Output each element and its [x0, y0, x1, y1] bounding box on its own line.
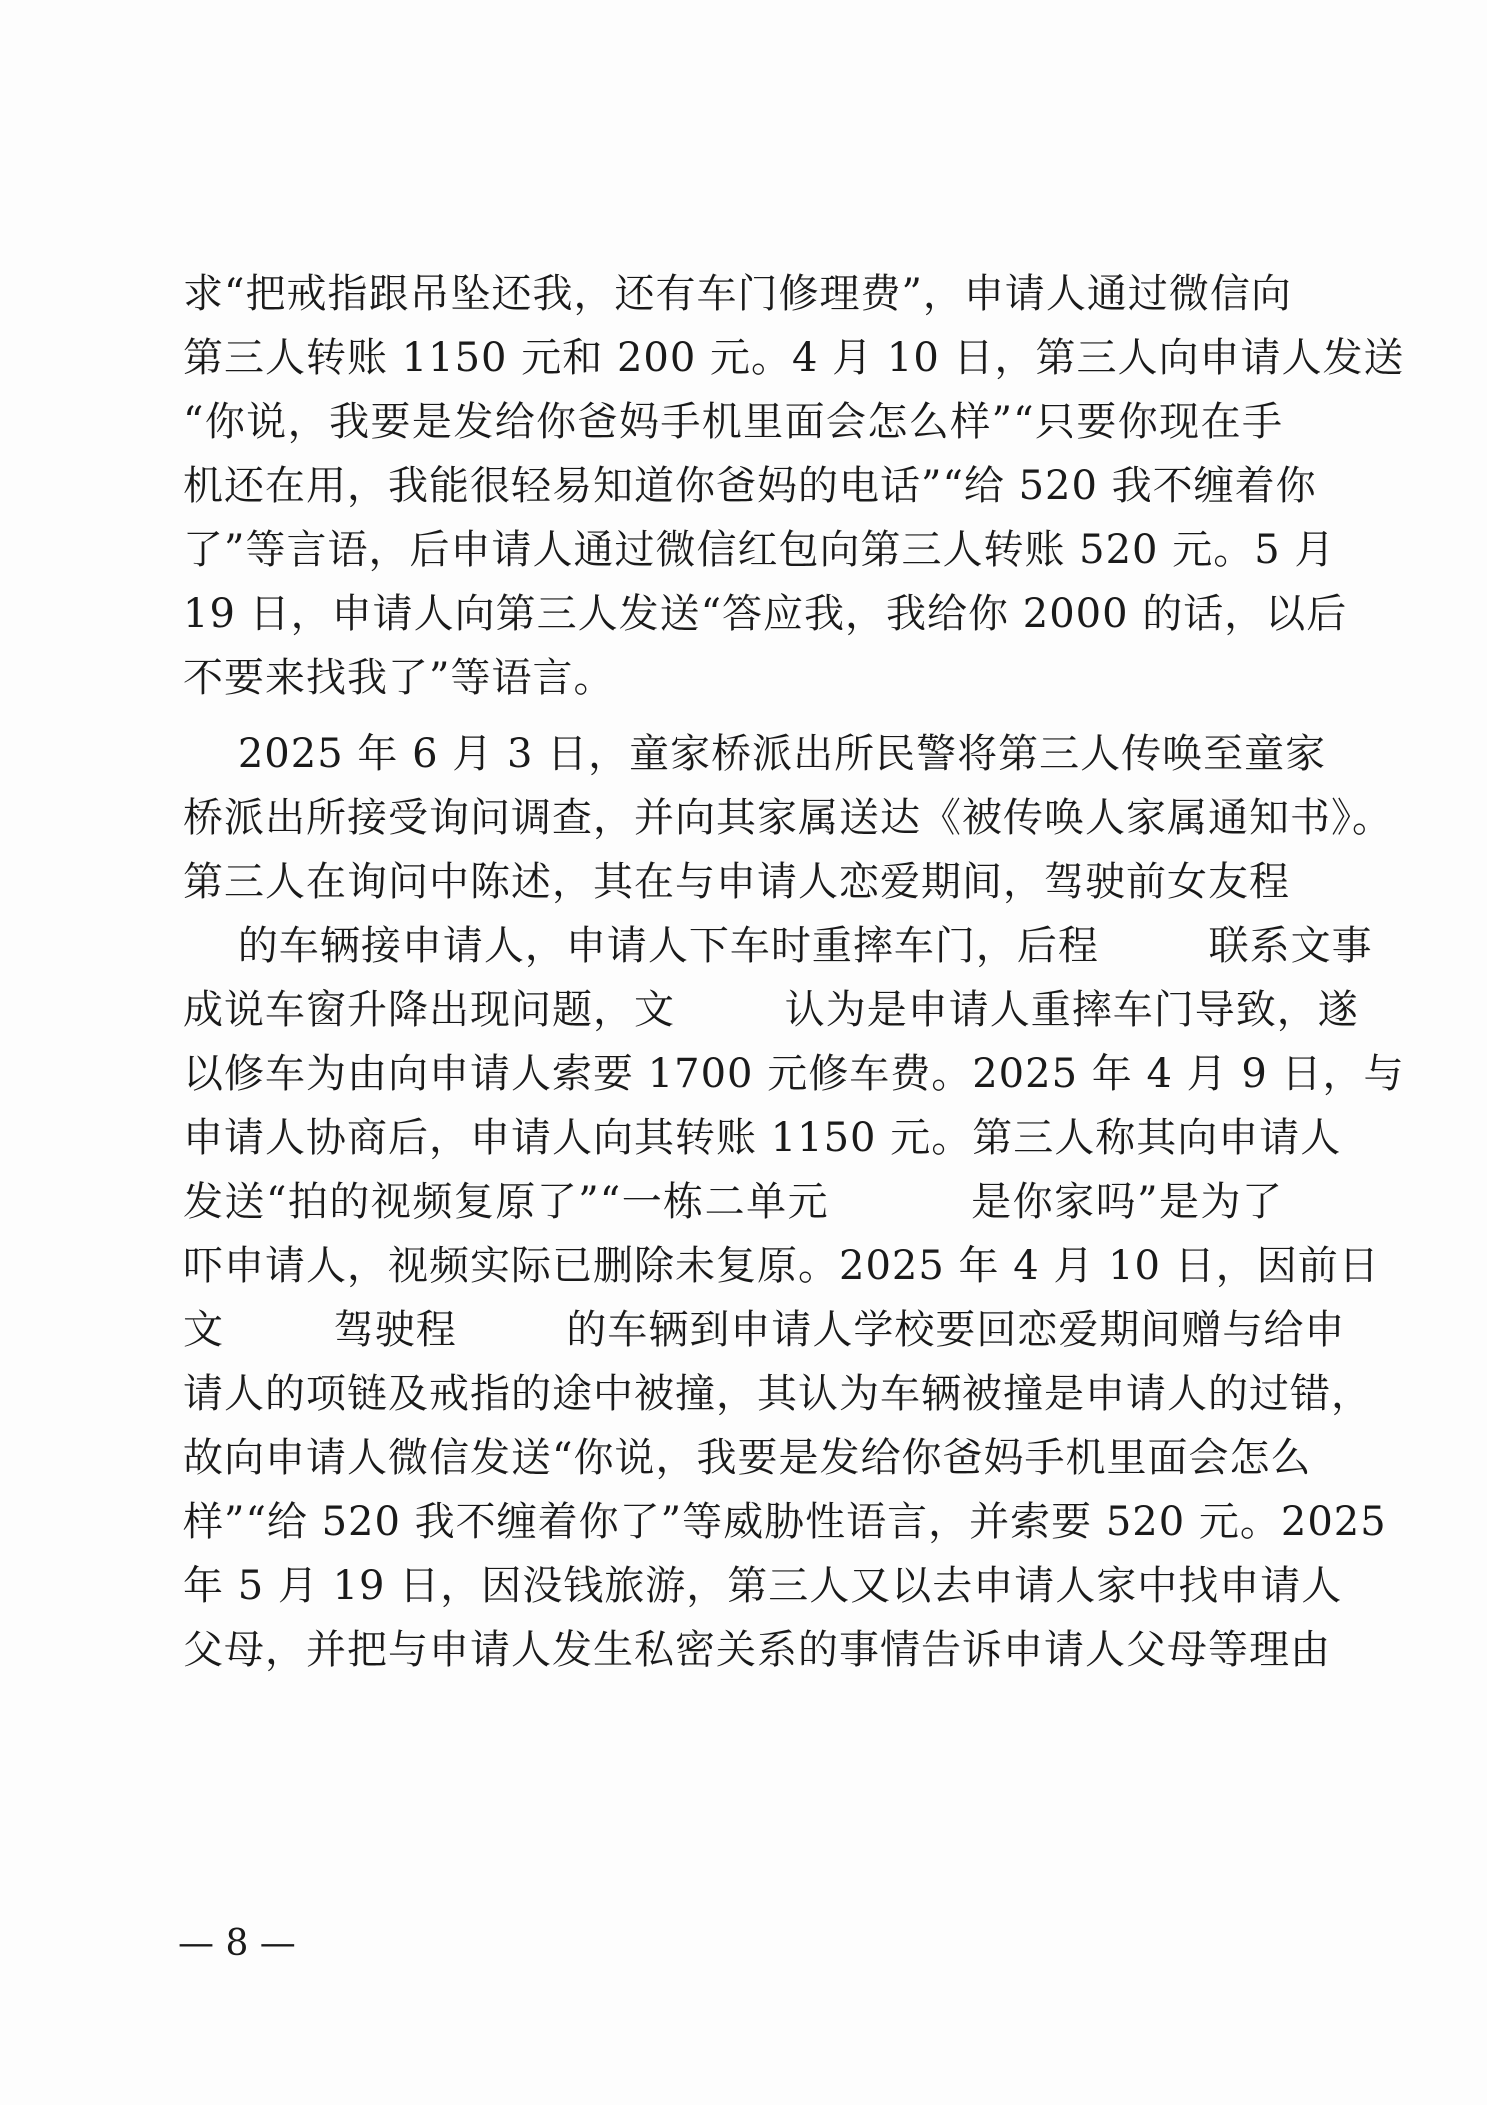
text-line: 申请人协商后，申请人向其转账 1150 元。第三人称其向申请人 [183, 1115, 1342, 1161]
text-line: 父母，并把与申请人发生私密关系的事情告诉申请人父母等理由 [183, 1627, 1331, 1673]
text-line: 样”“给 520 我不缠着你了”等威胁性语言，并索要 520 元。2025 [183, 1499, 1387, 1545]
text-line: 请人的项链及戒指的途中被撞，其认为车辆被撞是申请人的过错， [183, 1371, 1372, 1417]
text-line: 以修车为由向申请人索要 1700 元修车费。2025 年 4 月 9 日，与 [183, 1051, 1405, 1097]
text-line: 了”等言语，后申请人通过微信红包向第三人转账 520 元。5 月 [183, 527, 1336, 573]
text-line: 的车辆接申请人，申请人下车时重摔车门，后程 联系文事 [183, 923, 1373, 969]
paragraph-gap [183, 710, 1283, 722]
text-line: 成说车窗升降出现问题，文 认为是申请人重摔车门导致，遂 [183, 987, 1359, 1033]
text-line: “你说，我要是发给你爸妈手机里面会怎么样”“只要你现在手 [183, 399, 1283, 445]
text-line: 19 日，申请人向第三人发送“答应我，我给你 2000 的话，以后 [183, 591, 1348, 637]
text-line: 不要来找我了”等语言。 [183, 655, 615, 701]
text-line: 2025 年 6 月 3 日，童家桥派出所民警将第三人传唤至童家 [183, 731, 1327, 777]
text-line: 吓申请人，视频实际已删除未复原。2025 年 4 月 10 日，因前日 [183, 1243, 1380, 1289]
body-text [183, 262, 1405, 1682]
text-line: 第三人在询问中陈述，其在与申请人恋爱期间，驾驶前女友程 [183, 859, 1290, 905]
paragraph-1 [183, 262, 1405, 710]
text-line: 故向申请人微信发送“你说，我要是发给你爸妈手机里面会怎么 [183, 1435, 1312, 1481]
paragraph-2 [183, 722, 1405, 1682]
text-line: 桥派出所接受询问调查，并向其家属送达《被传唤人家属通知书》。 [183, 795, 1393, 841]
text-line: 年 5 月 19 日，因没钱旅游，第三人又以去申请人家中找申请人 [183, 1563, 1343, 1609]
text-line: 发送“拍的视频复原了”“一栋二单元 是你家吗”是为了 [183, 1179, 1283, 1225]
text-line: 求“把戒指跟吊坠还我，还有车门修理费”，申请人通过微信向 [183, 271, 1292, 317]
text-line: 机还在用，我能很轻易知道你爸妈的电话”“给 520 我不缠着你 [183, 463, 1317, 509]
text-line: 第三人转账 1150 元和 200 元。4 月 10 日，第三人向申请人发送 [183, 335, 1405, 381]
text-line: 文 驾驶程 的车辆到申请人学校要回恋爱期间赠与给申 [183, 1307, 1346, 1353]
page-number: — 8 — [178, 1923, 296, 1964]
